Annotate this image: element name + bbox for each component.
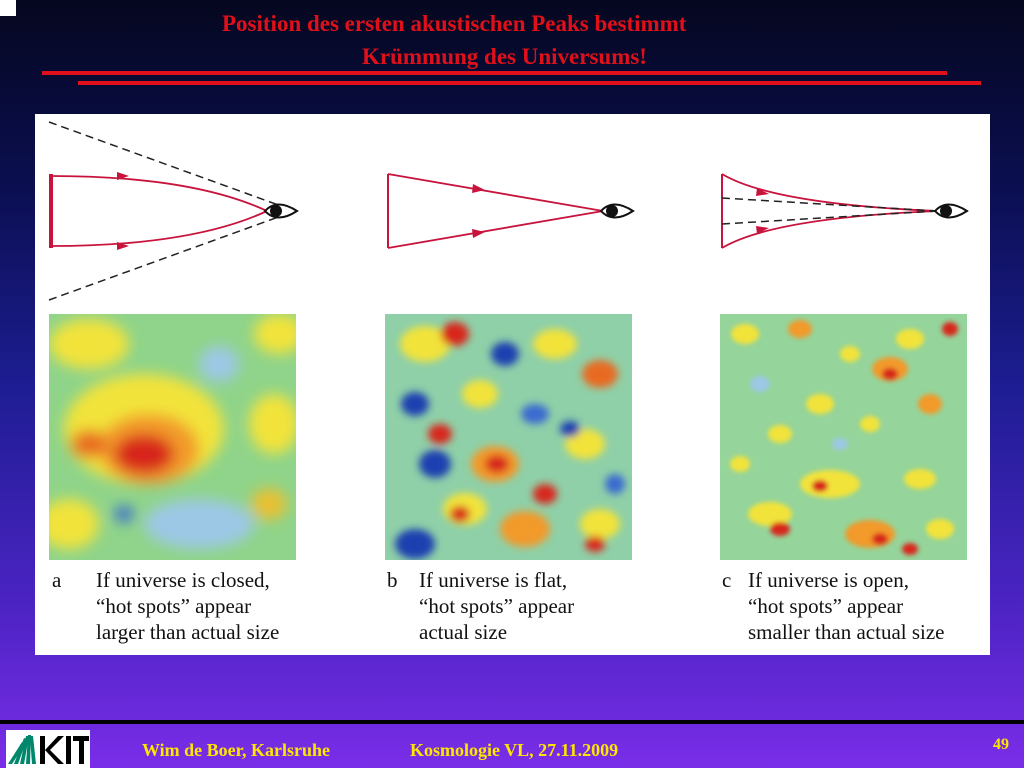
light-ray-top <box>388 174 603 211</box>
hot-spot-source-bar <box>49 174 53 248</box>
page-number: 49 <box>993 736 1009 753</box>
footer-course-date: Kosmologie VL, 27.11.2009 <box>410 740 619 760</box>
title-underline-1 <box>42 71 947 75</box>
light-ray-top <box>722 174 937 211</box>
caption-line-3: actual size <box>419 620 508 644</box>
observer-eye-icon <box>935 205 967 218</box>
footer-divider <box>0 720 1024 724</box>
caption-line-1: If universe is closed, <box>96 568 270 592</box>
caption-line-1: If universe is open, <box>748 568 909 592</box>
light-ray-top <box>51 176 267 211</box>
caption-line-2: “hot spots” appear <box>419 594 575 618</box>
observer-eye-icon <box>265 205 297 218</box>
flat-universe-cmb-map <box>385 314 632 560</box>
caption-line-1: If universe is flat, <box>419 568 568 592</box>
slide-title-line-2: Krümmung des Universums! <box>362 44 647 69</box>
apparent-size-line-top <box>49 122 295 211</box>
ray-arrow-top <box>472 184 485 193</box>
caption-letter: a <box>52 568 62 592</box>
caption-letter: b <box>387 568 398 592</box>
open-universe-cmb-map <box>720 314 967 560</box>
caption-line-2: “hot spots” appear <box>96 594 252 618</box>
caption-text <box>96 567 279 645</box>
slide-title-line-1: Position des ersten akustischen Peaks bestimmt <box>222 11 687 36</box>
slide-corner-mark <box>0 0 16 16</box>
open-universe-ray-diagram <box>717 114 1007 309</box>
caption-text <box>748 567 945 645</box>
flat-universe-ray-diagram <box>383 114 673 309</box>
kit-logo <box>6 730 90 768</box>
apparent-size-line-top <box>722 198 937 211</box>
title-underline-2 <box>78 81 981 85</box>
light-ray-bottom <box>51 211 267 246</box>
curvature-figure <box>35 114 990 655</box>
light-ray-bottom <box>722 211 937 248</box>
apparent-size-line-bottom <box>49 211 295 300</box>
caption-letter: c <box>722 568 732 592</box>
caption-line-3: larger than actual size <box>96 620 280 644</box>
caption-line-3: smaller than actual size <box>748 620 945 644</box>
closed-universe-ray-diagram <box>47 114 337 309</box>
observer-eye-icon <box>601 205 633 218</box>
caption-line-2: “hot spots” appear <box>748 594 904 618</box>
ray-arrow-bottom <box>472 229 485 238</box>
caption-text <box>419 567 574 645</box>
apparent-size-line-bottom <box>722 211 937 224</box>
footer-author: Wim de Boer, Karlsruhe <box>142 740 330 760</box>
closed-universe-cmb-map <box>49 314 296 560</box>
light-ray-bottom <box>388 211 603 248</box>
